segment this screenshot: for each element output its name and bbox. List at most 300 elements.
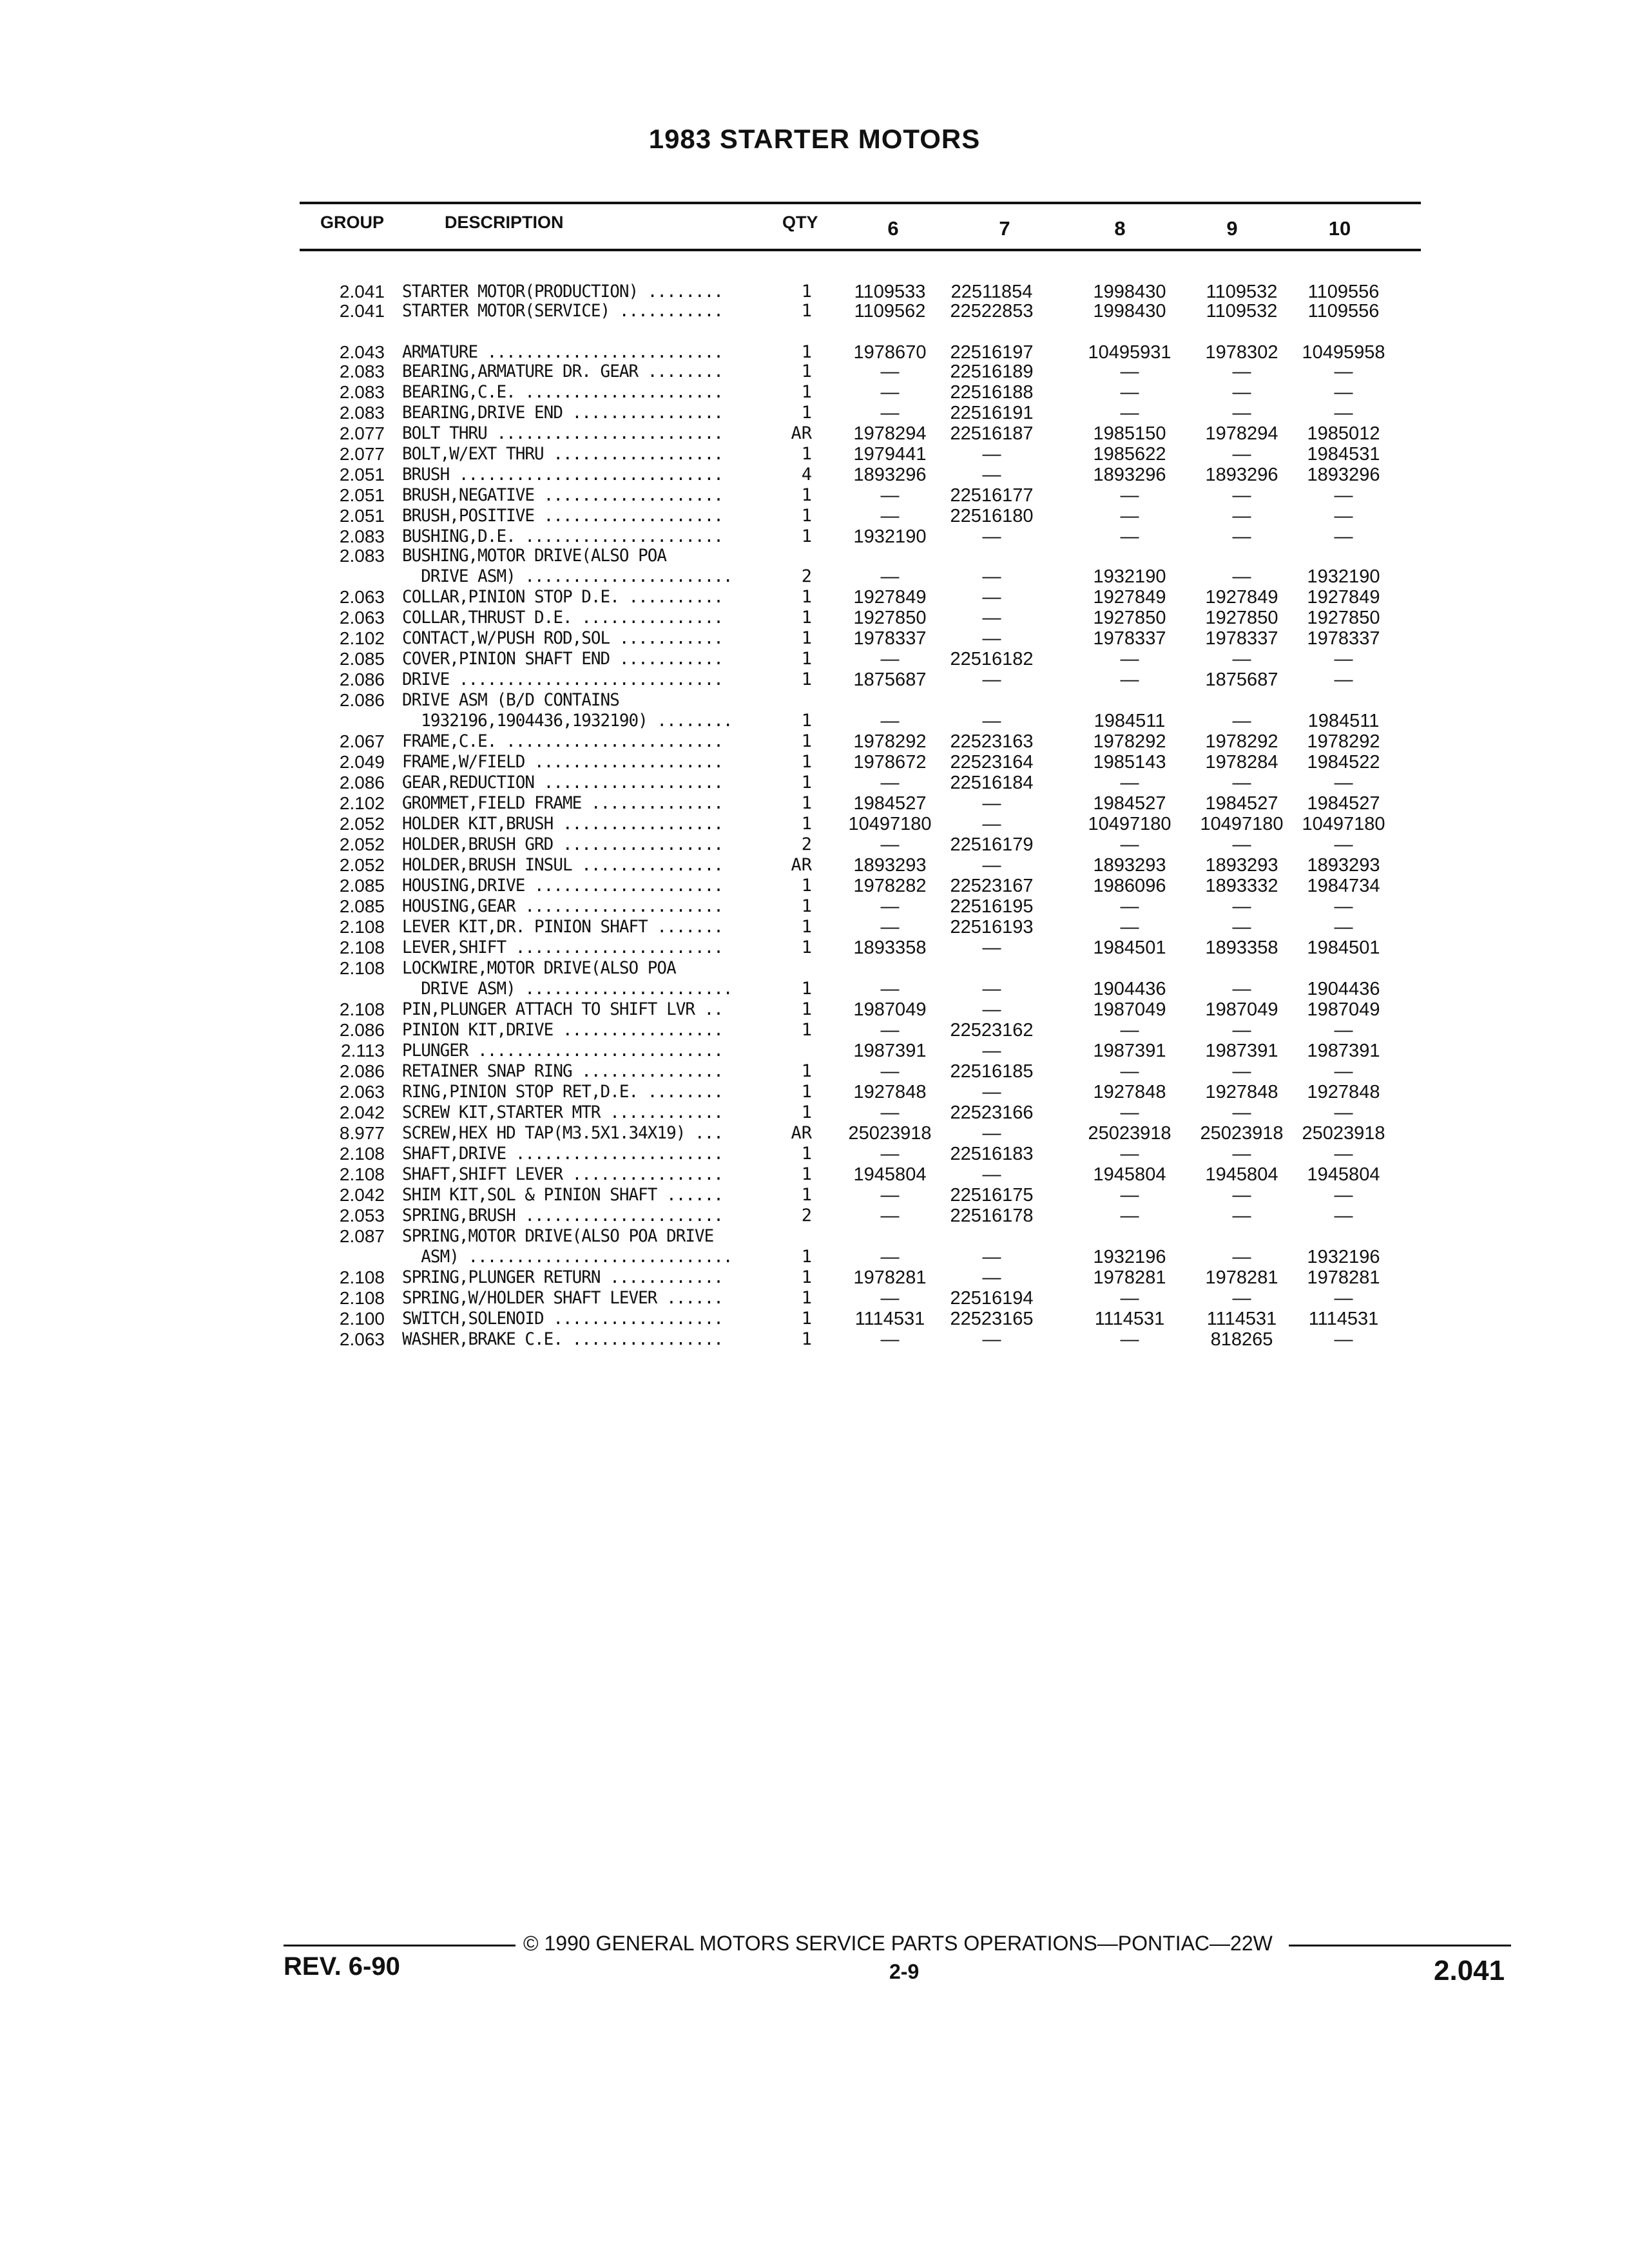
part-number-cell-7: 22516179: [950, 834, 1034, 855]
part-number-cell-7: 22516193: [950, 917, 1034, 937]
part-number-cell-9: 1893296: [1205, 465, 1278, 485]
group-cell: 2.108: [339, 1144, 385, 1164]
part-number-cell-8: 1978337: [1093, 628, 1166, 649]
description-cell: COLLAR,PINION STOP D.E. ..........: [402, 587, 723, 607]
part-number-cell-8: —: [1120, 361, 1139, 382]
part-number-cell-9: —: [1232, 361, 1251, 382]
part-number-cell-7: 22516194: [950, 1288, 1034, 1309]
part-number-cell-6: —: [880, 834, 900, 855]
description-cell: SWITCH,SOLENOID ..................: [402, 1309, 723, 1329]
description-cell: GEAR,REDUCTION ...................: [402, 773, 723, 793]
part-number-cell-10: —: [1334, 526, 1353, 547]
part-number-cell-9: —: [1232, 896, 1251, 917]
part-number-cell-9: —: [1232, 1102, 1251, 1123]
qty-cell: 1: [801, 917, 812, 937]
part-number-cell-8: —: [1120, 382, 1139, 403]
part-number-cell-6: 1978670: [853, 342, 927, 363]
qty-cell: AR: [791, 423, 812, 443]
part-number-cell-9: —: [1232, 1247, 1251, 1267]
part-number-cell-7: 22523166: [950, 1102, 1034, 1123]
part-number-cell-7: 22516182: [950, 649, 1034, 669]
qty-cell: 1: [801, 403, 812, 423]
part-number-cell-9: —: [1232, 1061, 1251, 1082]
part-number-cell-9: 1109532: [1206, 301, 1278, 322]
description-cell: COVER,PINION SHAFT END ...........: [402, 649, 723, 669]
qty-cell: 1: [801, 382, 812, 402]
footer-copyright: © 1990 GENERAL MOTORS SERVICE PARTS OPERATIONS—PONTIAC—22W: [523, 1932, 1273, 1955]
part-number-cell-9: —: [1232, 1144, 1251, 1164]
part-number-cell-10: 1893296: [1307, 465, 1380, 485]
description-cell: SPRING,MOTOR DRIVE(ALSO POA DRIVE: [402, 1226, 714, 1246]
part-number-cell-8: 1985622: [1093, 444, 1166, 465]
group-column-header: GROUP: [320, 213, 385, 232]
description-cell: WASHER,BRAKE C.E. ................: [402, 1329, 723, 1349]
part-number-cell-7: 22516185: [950, 1061, 1034, 1082]
part-number-cell-6: —: [880, 649, 900, 669]
group-cell: 2.052: [339, 855, 385, 875]
part-number-cell-6: —: [880, 896, 900, 917]
qty-column-header: QTY: [782, 213, 818, 232]
part-number-cell-7: 22523167: [950, 876, 1034, 896]
part-number-cell-6: 1945804: [853, 1164, 927, 1185]
part-number-cell-7: 22516191: [950, 403, 1034, 423]
footer-rule-left: [284, 1945, 516, 1946]
page-title: 1983 STARTER MOTORS: [648, 124, 981, 154]
part-number-cell-8: 1998430: [1093, 282, 1166, 302]
description-cell: HOUSING,GEAR .....................: [402, 896, 723, 916]
part-number-cell-7: —: [982, 587, 1001, 608]
part-number-cell-6: 1987049: [853, 999, 927, 1020]
description-cell: BEARING,C.E. .....................: [402, 382, 723, 402]
part-number-cell-6: —: [880, 361, 900, 382]
part-number-cell-9: 1945804: [1205, 1164, 1278, 1185]
part-number-cell-10: 1893293: [1307, 855, 1380, 876]
part-number-cell-7: 22523162: [950, 1020, 1034, 1041]
part-number-cell-10: 1904436: [1307, 979, 1380, 999]
part-number-cell-8: —: [1120, 485, 1139, 506]
part-number-cell-9: 1978292: [1205, 731, 1278, 752]
part-number-cell-10: 1114531: [1308, 1309, 1379, 1329]
part-number-cell-8: 1984511: [1094, 711, 1166, 731]
qty-cell: 1: [801, 814, 812, 834]
qty-cell: 1: [801, 669, 812, 689]
part-number-cell-6: —: [880, 1144, 900, 1164]
description-cell: RETAINER SNAP RING ...............: [402, 1061, 723, 1081]
group-cell: 2.102: [339, 793, 385, 813]
description-cell: PIN,PLUNGER ATTACH TO SHIFT LVR ..: [402, 999, 723, 1019]
part-number-cell-6: 1927848: [853, 1082, 927, 1102]
part-number-cell-10: —: [1334, 649, 1353, 669]
model-column-header-8: 8: [1114, 217, 1126, 240]
description-cell: BOLT,W/EXT THRU ..................: [402, 444, 723, 464]
part-number-cell-10: 1109556: [1307, 282, 1380, 302]
part-number-cell-8: —: [1120, 1206, 1139, 1226]
part-number-cell-10: 1109556: [1307, 301, 1380, 322]
part-number-cell-9: —: [1232, 1288, 1251, 1309]
qty-cell: 1: [801, 711, 812, 731]
header-bottom-rule: [300, 249, 1421, 251]
qty-cell: 1: [801, 999, 812, 1019]
part-number-cell-6: 1978294: [853, 423, 927, 444]
model-column-header-7: 7: [999, 217, 1010, 240]
part-number-cell-7: 22516188: [950, 382, 1034, 403]
part-number-cell-9: 1978281: [1205, 1267, 1278, 1288]
group-cell: 2.086: [339, 690, 385, 710]
group-cell: 2.108: [339, 999, 385, 1019]
part-number-cell-8: —: [1120, 773, 1139, 793]
description-cell: HOLDER,BRUSH INSUL ...............: [402, 855, 723, 875]
group-cell: 2.063: [339, 608, 385, 628]
part-number-cell-7: 22516178: [950, 1206, 1034, 1226]
part-number-cell-8: —: [1120, 1102, 1139, 1123]
part-number-cell-10: —: [1334, 1329, 1353, 1350]
part-number-cell-8: 1985150: [1093, 423, 1166, 444]
qty-cell: 1: [801, 1247, 812, 1267]
part-number-cell-9: 1927849: [1205, 587, 1278, 608]
part-number-cell-10: 1932196: [1307, 1247, 1380, 1267]
part-number-cell-8: 10495931: [1088, 342, 1171, 363]
description-cell: STARTER MOTOR(PRODUCTION) ........: [402, 282, 723, 302]
part-number-cell-8: —: [1120, 896, 1139, 917]
description-cell: ASM) ............................: [402, 1247, 733, 1267]
part-number-cell-10: —: [1334, 1185, 1353, 1206]
description-cell: HOLDER,BRUSH GRD .................: [402, 834, 723, 854]
description-cell: BOLT THRU ........................: [402, 423, 723, 443]
part-number-cell-10: —: [1334, 917, 1353, 937]
qty-cell: 1: [801, 361, 812, 381]
description-cell: SPRING,BRUSH .....................: [402, 1206, 723, 1225]
qty-cell: 1: [801, 896, 812, 916]
qty-cell: 1: [801, 1102, 812, 1122]
part-number-cell-8: —: [1120, 506, 1139, 526]
description-cell: FRAME,W/FIELD ....................: [402, 752, 723, 772]
part-number-cell-6: 1109562: [854, 301, 926, 322]
qty-cell: 1: [801, 1288, 812, 1308]
qty-cell: 1: [801, 1061, 812, 1081]
description-cell: 1932196,1904436,1932190) ........: [402, 711, 733, 731]
part-number-cell-7: —: [982, 608, 1001, 628]
description-cell: SHAFT,DRIVE ......................: [402, 1144, 723, 1164]
revision-label: REV. 6-90: [284, 1952, 400, 1981]
part-number-cell-6: 1893296: [853, 465, 927, 485]
part-number-cell-9: 1978284: [1205, 752, 1278, 773]
description-cell: SCREW KIT,STARTER MTR ............: [402, 1102, 723, 1122]
part-number-cell-8: 1998430: [1093, 301, 1166, 322]
part-number-cell-7: —: [982, 566, 1001, 587]
model-column-header-6: 6: [887, 217, 899, 240]
part-number-cell-7: 22523164: [950, 752, 1034, 773]
part-number-cell-6: —: [880, 917, 900, 937]
group-cell: 2.042: [339, 1185, 385, 1205]
qty-cell: 1: [801, 793, 812, 813]
part-number-cell-8: —: [1120, 1020, 1139, 1041]
description-cell: DRIVE ............................: [402, 669, 723, 689]
group-cell: 2.052: [339, 834, 385, 854]
part-number-cell-8: —: [1120, 649, 1139, 669]
group-cell: 2.067: [339, 731, 385, 751]
part-number-cell-7: 22516189: [950, 361, 1034, 382]
group-cell: 2.043: [339, 342, 385, 362]
description-cell: BEARING,ARMATURE DR. GEAR ........: [402, 361, 723, 381]
part-number-cell-9: 1893358: [1205, 937, 1278, 958]
group-cell: 2.051: [339, 485, 385, 505]
part-number-cell-10: 1927849: [1307, 587, 1380, 608]
header-top-rule: [300, 202, 1421, 204]
part-number-cell-9: —: [1232, 711, 1251, 731]
part-number-cell-6: 25023918: [848, 1123, 932, 1144]
part-number-cell-7: 22523165: [950, 1309, 1034, 1329]
part-number-cell-7: 22523163: [950, 731, 1034, 752]
qty-cell: 1: [801, 282, 812, 302]
description-cell: BUSHING,D.E. .....................: [402, 526, 723, 546]
part-number-cell-7: —: [982, 1247, 1001, 1267]
part-number-cell-9: 1893293: [1205, 855, 1278, 876]
description-cell: BUSHING,MOTOR DRIVE(ALSO POA: [402, 546, 667, 566]
part-number-cell-7: 22516180: [950, 506, 1034, 526]
part-number-cell-8: 1893296: [1093, 465, 1166, 485]
part-number-cell-10: —: [1334, 403, 1353, 423]
part-number-cell-9: 1927848: [1205, 1082, 1278, 1102]
part-number-cell-7: —: [982, 1164, 1001, 1185]
part-number-cell-10: —: [1334, 669, 1353, 690]
part-number-cell-6: —: [880, 711, 900, 731]
part-number-cell-9: —: [1232, 649, 1251, 669]
part-number-cell-6: 1932190: [853, 526, 927, 547]
part-number-cell-9: —: [1232, 917, 1251, 937]
part-number-cell-10: 1987391: [1307, 1041, 1380, 1061]
description-cell: STARTER MOTOR(SERVICE) ...........: [402, 301, 723, 321]
part-number-cell-6: 1893358: [853, 937, 927, 958]
part-number-cell-6: 10497180: [848, 814, 932, 834]
part-number-cell-9: —: [1232, 1206, 1251, 1226]
part-number-cell-10: —: [1334, 506, 1353, 526]
part-number-cell-7: 22511854: [950, 282, 1033, 302]
part-number-cell-9: —: [1232, 485, 1251, 506]
part-number-cell-9: 1987049: [1205, 999, 1278, 1020]
part-number-cell-10: —: [1334, 361, 1353, 382]
qty-cell: 1: [801, 1020, 812, 1040]
part-number-cell-9: —: [1232, 773, 1251, 793]
part-number-cell-9: 25023918: [1200, 1123, 1284, 1144]
group-cell: 2.085: [339, 896, 385, 916]
part-number-cell-7: —: [982, 444, 1001, 465]
qty-cell: AR: [791, 855, 812, 875]
part-number-cell-8: 1927850: [1093, 608, 1166, 628]
part-number-cell-7: 22516177: [950, 485, 1034, 506]
part-number-cell-9: 1978337: [1205, 628, 1278, 649]
part-number-cell-6: 1984527: [853, 793, 927, 814]
part-number-cell-7: —: [982, 937, 1001, 958]
part-number-cell-8: —: [1120, 403, 1139, 423]
group-cell: 2.077: [339, 444, 385, 464]
group-cell: 2.083: [339, 546, 385, 566]
group-cell: 2.053: [339, 1206, 385, 1225]
description-cell: BRUSH ............................: [402, 465, 723, 485]
description-cell: BRUSH,POSITIVE ...................: [402, 506, 723, 526]
group-cell: 2.086: [339, 1020, 385, 1040]
part-number-cell-7: 22516195: [950, 896, 1034, 917]
part-number-cell-8: —: [1120, 834, 1139, 855]
part-number-cell-9: 1987391: [1205, 1041, 1278, 1061]
part-number-cell-8: —: [1120, 669, 1139, 690]
part-number-cell-7: 22516183: [950, 1144, 1034, 1164]
part-number-cell-6: —: [880, 979, 900, 999]
description-cell: SPRING,W/HOLDER SHAFT LEVER ......: [402, 1288, 723, 1308]
part-number-cell-10: —: [1334, 1020, 1353, 1041]
part-number-cell-10: 1987049: [1307, 999, 1380, 1020]
part-number-cell-9: —: [1232, 382, 1251, 403]
qty-cell: AR: [791, 1123, 812, 1143]
group-cell: 2.102: [339, 628, 385, 648]
part-number-cell-8: 1945804: [1093, 1164, 1166, 1185]
description-cell: LEVER,SHIFT ......................: [402, 937, 723, 957]
part-number-cell-10: 1978337: [1307, 628, 1380, 649]
part-number-cell-8: —: [1120, 1061, 1139, 1082]
part-number-cell-9: 1927850: [1205, 608, 1278, 628]
part-number-cell-6: —: [880, 1020, 900, 1041]
part-number-cell-7: —: [982, 814, 1001, 834]
group-cell: 2.086: [339, 773, 385, 793]
part-number-cell-6: —: [880, 1102, 900, 1123]
description-cell: COLLAR,THRUST D.E. ...............: [402, 608, 723, 628]
part-number-cell-7: 22516187: [950, 423, 1034, 444]
part-number-cell-10: —: [1334, 382, 1353, 403]
part-number-cell-6: —: [880, 1185, 900, 1206]
part-number-cell-8: —: [1120, 1288, 1139, 1309]
group-cell: 2.052: [339, 814, 385, 834]
part-number-cell-8: 1987049: [1093, 999, 1166, 1020]
part-number-cell-10: 1984531: [1307, 444, 1380, 465]
description-cell: FRAME,C.E. .......................: [402, 731, 723, 751]
group-cell: 2.063: [339, 1329, 385, 1349]
part-number-cell-8: —: [1120, 526, 1139, 547]
qty-cell: 1: [801, 526, 812, 546]
part-number-cell-10: 10497180: [1302, 814, 1385, 834]
part-number-cell-7: 22522853: [950, 301, 1034, 322]
part-number-cell-9: 1984527: [1205, 793, 1278, 814]
part-number-cell-10: —: [1334, 1144, 1353, 1164]
group-cell: 2.086: [339, 669, 385, 689]
part-number-cell-7: —: [982, 1267, 1001, 1288]
description-cell: SPRING,PLUNGER RETURN ............: [402, 1267, 723, 1287]
qty-cell: 1: [801, 649, 812, 669]
part-number-cell-8: 1978281: [1093, 1267, 1166, 1288]
description-cell: LOCKWIRE,MOTOR DRIVE(ALSO POA: [402, 958, 676, 978]
part-number-cell-8: 1932190: [1093, 566, 1166, 587]
part-number-cell-6: 1927850: [853, 608, 927, 628]
part-number-cell-8: 25023918: [1088, 1123, 1171, 1144]
part-number-cell-7: —: [982, 1123, 1001, 1144]
part-number-cell-10: 1927850: [1307, 608, 1380, 628]
part-number-cell-6: 1927849: [853, 587, 927, 608]
model-column-header-10: 10: [1328, 217, 1351, 240]
part-number-cell-6: 1109533: [854, 282, 926, 302]
description-cell: RING,PINION STOP RET,D.E. ........: [402, 1082, 723, 1102]
qty-cell: 1: [801, 608, 812, 628]
group-cell: 2.083: [339, 526, 385, 546]
part-number-cell-10: 1984522: [1307, 752, 1380, 773]
part-number-cell-6: —: [880, 1061, 900, 1082]
part-number-cell-10: 25023918: [1302, 1123, 1385, 1144]
part-number-cell-6: 1987391: [853, 1041, 927, 1061]
part-number-cell-8: —: [1120, 1329, 1139, 1350]
part-number-cell-8: 1984527: [1093, 793, 1166, 814]
part-number-cell-10: 1984501: [1307, 937, 1380, 958]
part-number-cell-6: —: [880, 403, 900, 423]
part-number-cell-6: 1114531: [854, 1309, 925, 1329]
part-number-cell-6: 1978282: [853, 876, 927, 896]
part-number-cell-6: —: [880, 773, 900, 793]
description-cell: ARMATURE .........................: [402, 342, 723, 362]
part-number-cell-6: —: [880, 566, 900, 587]
qty-cell: 2: [801, 566, 812, 586]
part-number-cell-8: 1893293: [1093, 855, 1166, 876]
group-cell: 2.100: [339, 1309, 385, 1329]
part-number-cell-10: —: [1334, 1061, 1353, 1082]
group-cell: 2.108: [339, 1288, 385, 1308]
qty-cell: 1: [801, 342, 812, 362]
part-number-cell-9: 10497180: [1200, 814, 1284, 834]
description-cell: HOLDER KIT,BRUSH .................: [402, 814, 723, 834]
part-number-cell-10: —: [1334, 1102, 1353, 1123]
description-column-header: DESCRIPTION: [445, 213, 564, 232]
description-cell: SHIM KIT,SOL & PINION SHAFT ......: [402, 1185, 723, 1205]
qty-cell: 1: [801, 979, 812, 999]
part-number-cell-9: —: [1232, 403, 1251, 423]
group-cell: 2.087: [339, 1226, 385, 1246]
qty-cell: 1: [801, 752, 812, 772]
part-number-cell-8: —: [1120, 917, 1139, 937]
part-number-cell-10: 1945804: [1307, 1164, 1380, 1185]
part-number-cell-9: —: [1232, 1020, 1251, 1041]
group-cell: 2.085: [339, 876, 385, 896]
group-cell: 2.085: [339, 649, 385, 669]
qty-cell: 1: [801, 587, 812, 607]
part-number-cell-8: 1986096: [1093, 876, 1166, 896]
qty-cell: 1: [801, 485, 812, 505]
qty-cell: 2: [801, 834, 812, 854]
group-cell: 2.042: [339, 1102, 385, 1122]
part-number-cell-6: 1978292: [853, 731, 927, 752]
group-cell: 2.051: [339, 465, 385, 485]
description-cell: LEVER KIT,DR. PINION SHAFT .......: [402, 917, 723, 937]
part-number-cell-6: 1979441: [853, 444, 927, 465]
part-number-cell-10: —: [1334, 773, 1353, 793]
group-cell: 2.083: [339, 403, 385, 423]
part-number-cell-9: —: [1232, 979, 1251, 999]
part-number-cell-7: —: [982, 465, 1001, 485]
group-cell: 2.083: [339, 382, 385, 402]
part-number-cell-7: —: [982, 1329, 1001, 1350]
part-number-cell-8: 1978292: [1093, 731, 1166, 752]
part-number-cell-7: —: [982, 628, 1001, 649]
part-number-cell-10: —: [1334, 1206, 1353, 1226]
part-number-cell-10: 1978292: [1307, 731, 1380, 752]
description-cell: DRIVE ASM) ......................: [402, 979, 733, 999]
part-number-cell-10: 1984527: [1307, 793, 1380, 814]
part-number-cell-10: —: [1334, 896, 1353, 917]
part-number-cell-6: —: [880, 1206, 900, 1226]
group-cell: 2.108: [339, 958, 385, 978]
description-cell: BEARING,DRIVE END ................: [402, 403, 723, 423]
part-number-cell-7: —: [982, 793, 1001, 814]
part-number-cell-9: 1978302: [1205, 342, 1278, 363]
part-number-cell-7: —: [982, 669, 1001, 690]
part-number-cell-7: —: [982, 1041, 1001, 1061]
part-number-cell-6: —: [880, 1288, 900, 1309]
page-number: 2-9: [889, 1960, 920, 1983]
part-number-cell-6: —: [880, 506, 900, 526]
